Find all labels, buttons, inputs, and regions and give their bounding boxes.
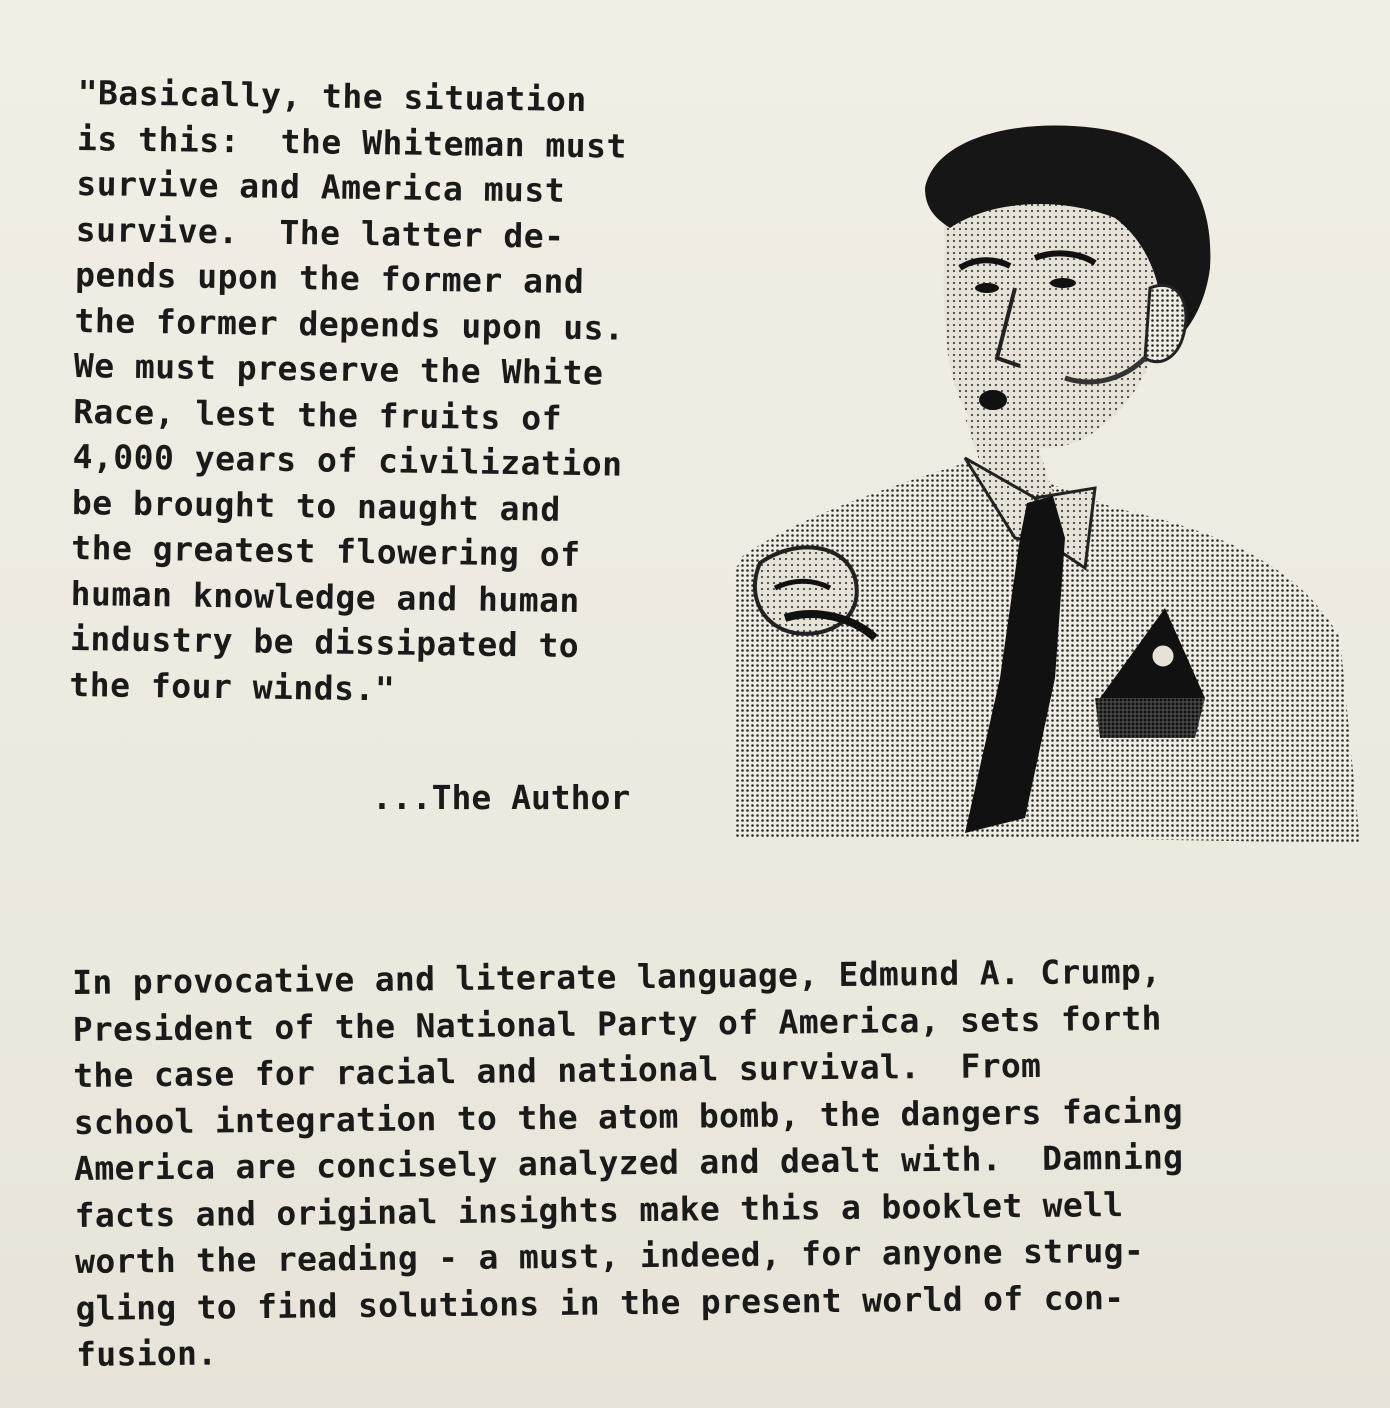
author-quote [69, 70, 738, 716]
blurb-line: America are concisely analyzed and dealt with. Damning [73, 1137, 1184, 1188]
author-portrait-photo [735, 118, 1360, 843]
quote-line: be brought to naught and [71, 482, 562, 529]
quote-line: is this: the Whiteman must [76, 118, 628, 166]
quote-line: the greatest flowering of [71, 527, 581, 575]
quote-line: We must preserve the White [73, 345, 604, 393]
blurb-line: fusion. [75, 1333, 218, 1374]
book-description [72, 946, 1366, 1378]
portrait-illustration [735, 118, 1360, 843]
blurb-line: President of the National Party of America, sets forth [72, 998, 1162, 1049]
blurb-line: school integration to the atom bomb, the dangers facing [73, 1090, 1184, 1142]
blurb-line: worth the reading - a must, indeed, for anyone strug- [74, 1230, 1145, 1281]
quote-line: the former depends upon us. [74, 300, 625, 348]
quote-line: human knowledge and human [70, 573, 581, 620]
quote-line: survive. The latter de- [75, 209, 565, 256]
quote-line: 4,000 years of civilization [72, 436, 623, 484]
blurb-line: In provocative and literate language, Edmund A. Crump, [72, 951, 1162, 1002]
blurb-line: facts and original insights make this a booklet well [74, 1184, 1124, 1235]
blurb-line: gling to find solutions in the present world of con- [75, 1277, 1125, 1328]
quote-line: "Basically, the situation [77, 72, 588, 120]
quote-line: pends upon the former and [74, 254, 585, 302]
quote-attribution: ...The Author [372, 778, 631, 817]
quote-line: industry be dissipated to [69, 618, 580, 666]
quote-line: Race, lest the fruits of [72, 391, 563, 438]
quote-line: the four winds." [69, 664, 396, 708]
quote-line: survive and America must [76, 163, 566, 210]
blurb-line: the case for racial and national survival. From [73, 1045, 1042, 1095]
